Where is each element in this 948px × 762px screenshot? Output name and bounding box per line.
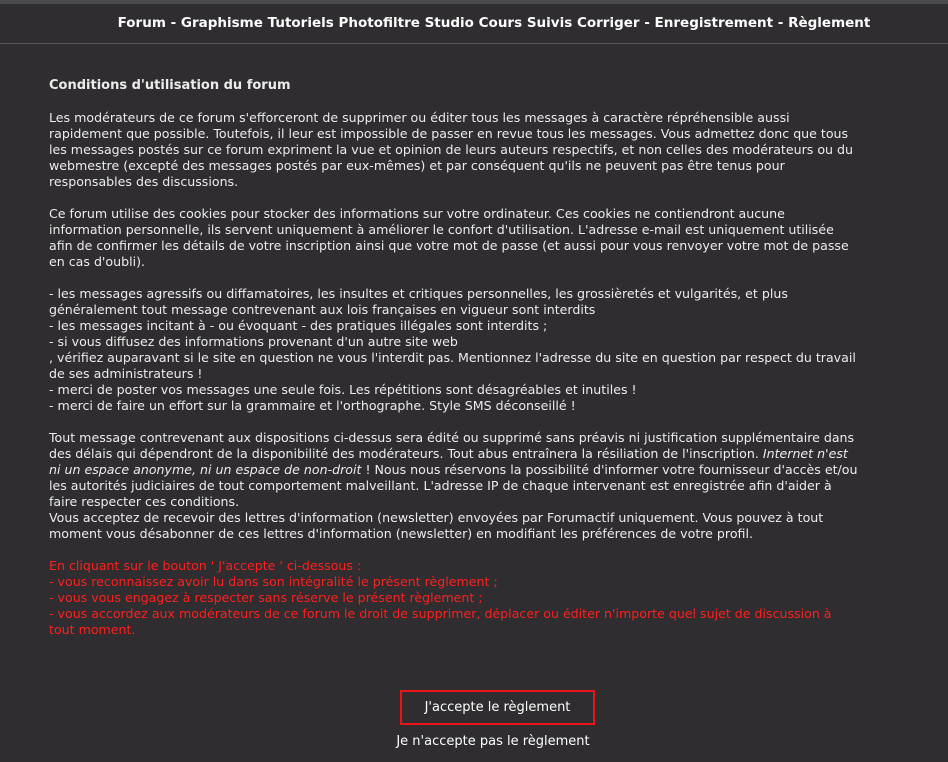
text-span: des délais qui dépendront de la disponibilité des modérateurs. Tout abus entraînera la résiliation de l'inscription. — [49, 446, 763, 461]
acceptance-warning — [49, 558, 919, 638]
rules-heading: Conditions d'utilisation du forum — [49, 78, 291, 93]
rules-paragraph-cookies — [49, 206, 919, 270]
decline-rules-link[interactable]: Je n'accepte pas le règlement — [396, 734, 590, 749]
rules-content — [49, 78, 919, 638]
rules-paragraph-moderation — [49, 430, 919, 542]
text-line: les autorités judiciaires de tout comportement malveillant. L'adresse IP de chaque intervenant est enregistrée afin d'aider à — [49, 478, 832, 493]
text-span: ! Nous nous réservons la possibilité d'informer votre fournisseur d'accès et/ou — [361, 462, 858, 477]
rule-item: - les messages agressifs ou diffamatoires, les insultes et critiques personnelles, les grossièretés et vulgarités, et plus — [49, 286, 788, 301]
warning-line: - vous accordez aux modérateurs de ce forum le droit de supprimer, déplacer ou éditer n'importe quel sujet de discussion à — [49, 606, 832, 621]
text-line: Vous acceptez de recevoir des lettres d'information (newsletter) envoyées par Forumactif uniquement. Vous pouvez à tout — [49, 510, 824, 525]
text-line — [49, 462, 919, 478]
text-line: responsables des discussions. — [49, 174, 239, 189]
text-line: moment vous désabonner de ces lettres d'information (newsletter) en modifiant les préférences de votre profil. — [49, 526, 753, 541]
text-line: en cas d'oubli). — [49, 254, 145, 269]
text-line: rapidement que possible. Toutefois, il leur est impossible de passer en revue tous les messages. Vous admettez donc que tous — [49, 126, 849, 141]
rule-item: - si vous diffusez des informations provenant d'un autre site web — [49, 334, 458, 349]
text-line: afin de confirmer les détails de votre inscription ainsi que votre mot de passe (et aussi pour vous renvoyer votre mot de passe — [49, 238, 849, 253]
rule-item: - les messages incitant à - ou évoquant - des pratiques illégales sont interdits ; — [49, 318, 548, 333]
rule-item: , vérifiez auparavant si le site en question ne vous l'interdit pas. Mentionnez l'adresse du site en question par respect du travail — [49, 350, 856, 365]
rules-list — [49, 286, 919, 414]
italic-text: Internet n'est — [762, 446, 848, 461]
text-line — [49, 446, 919, 462]
text-line: Ce forum utilise des cookies pour stocker des informations sur votre ordinateur. Ces cookies ne contiendront aucune — [49, 206, 785, 221]
rule-item: de ses administrateurs ! — [49, 366, 203, 381]
warning-line: - vous reconnaissez avoir lu dans son intégralité le présent règlement ; — [49, 574, 498, 589]
warning-line: - vous vous engagez à respecter sans réserve le présent règlement ; — [49, 590, 483, 605]
rule-item: - merci de poster vos messages une seule fois. Les répétitions sont désagréables et inutiles ! — [49, 382, 637, 397]
rules-paragraph-1 — [49, 110, 919, 190]
text-line: les messages postés sur ce forum expriment la vue et opinion de leurs auteurs respectifs, et non celles des modérateurs ou du — [49, 142, 853, 157]
rule-item: généralement tout message contrevenant aux lois françaises en vigueur sont interdits — [49, 302, 596, 317]
text-line: webmestre (excepté des messages postés par eux-mêmes) et par conséquent qu'ils ne peuvent pas être tenus pour — [49, 158, 785, 173]
text-line: Tout message contrevenant aux dispositions ci-dessus sera édité ou supprimé sans préavis ni justification supplémentaire dans — [49, 430, 855, 445]
page-title: Forum - Graphisme Tutoriels Photofiltre Studio Cours Suivis Corriger - Enregistrement - Règlement — [117, 15, 871, 31]
text-line: Les modérateurs de ce forum s'efforceront de supprimer ou éditer tous les messages à caractère répréhensible aussi — [49, 110, 790, 125]
warning-line: En cliquant sur le bouton ' J'accepte ' ci-dessous : — [49, 558, 362, 573]
warning-line: tout moment. — [49, 622, 136, 637]
rule-item: - merci de faire un effort sur la grammaire et l'orthographe. Style SMS déconseillé ! — [49, 398, 576, 413]
text-line: faire respecter ces conditions. — [49, 494, 240, 509]
page-header — [0, 4, 948, 44]
italic-text: ni un espace anonyme, ni un espace de non-droit — [49, 462, 362, 477]
accept-rules-button[interactable]: J'accepte le règlement — [400, 690, 595, 725]
text-line: information personnelle, ils servent uniquement à améliorer le confort d'utilisation. L'adresse e-mail est uniquement utilisée — [49, 222, 834, 237]
